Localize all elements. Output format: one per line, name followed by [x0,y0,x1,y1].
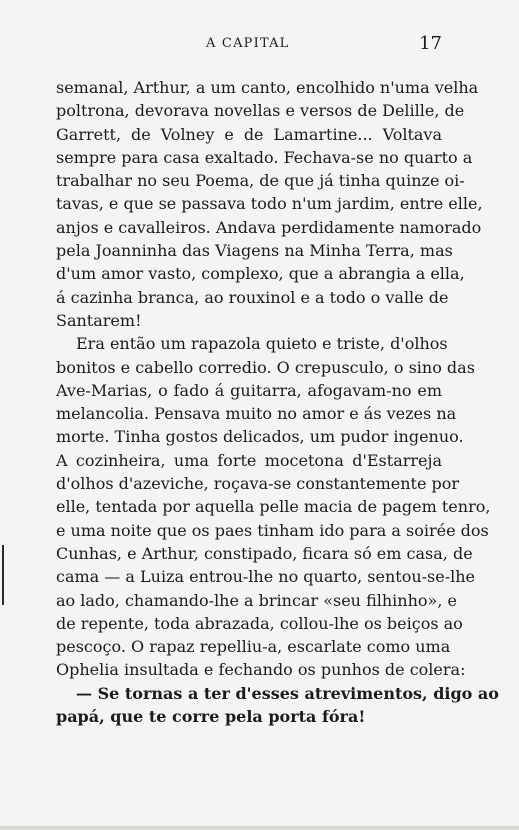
text-line: cama — a Luiza entrou-lhe no quarto, sentou-se-lhe [56,567,476,587]
text-line: pela Joanninha das Viagens na Minha Terra, mas [56,241,453,261]
body-text [56,76,499,728]
text-line: d'um amor vasto, complexo, que a abrangia a ella, [56,264,465,284]
margin-mark [2,545,4,605]
text-line: de repente, toda abrazada, collou-lhe os beiços ao [56,613,463,633]
text-line: anjos e cavalleiros. Andava perdidamente namorado [56,217,482,237]
text-line: d'olhos d'azeviche, roçava-se constantemente por [56,474,460,494]
text-line: poltrona, devorava novellas e versos de Delille, de [56,101,465,121]
page-header [56,34,442,58]
text-line: Ave-Marias, o fado á guitarra, afogavam-no em [56,380,442,400]
text-line: Cunhas, e Arthur, constipado, ficara só em casa, de [56,543,473,563]
text-line: Ophelia insultada e fechando os punhos de colera: [56,660,466,680]
page-number: 17 [419,33,442,54]
paragraph [56,76,483,332]
text-line: — Se tornas a ter d'esses atrevimentos, digo ao [76,683,499,703]
text-line: papá, que te corre pela porta fóra! [56,707,366,727]
text-line: tavas, e que se passava todo n'um jardim, entre elle, [56,194,483,214]
page-edge-shadow [0,826,519,830]
text-line: elle, tentada por aquella pelle macia de pagem tenro, [56,497,491,517]
paragraph [56,332,491,681]
text-line: sempre para casa exaltado. Fechava-se no quarto a [56,147,473,167]
text-line: A cozinheira, uma forte mocetona d'Estarreja [56,450,442,470]
text-line: morte. Tinha gostos delicados, um pudor ingenuo. [56,427,464,447]
text-line: bonitos e cabello corredio. O crepusculo, o sino das [56,357,475,377]
text-line: trabalhar no seu Poema, de que já tinha quinze oi- [56,171,465,191]
text-line: Era então um rapazola quieto e triste, d'olhos [76,334,448,354]
text-line: e uma noite que os paes tinham ido para a soirée dos [56,520,489,540]
text-line: pescoço. O rapaz repelliu-a, escarlate como uma [56,637,451,657]
text-line: Santarem! [56,310,142,330]
paragraph [56,682,499,729]
running-title: A CAPITAL [206,36,290,51]
text-line: Garrett, de Volney e de Lamartine... Voltava [56,124,442,144]
text-line: semanal, Arthur, a um canto, encolhido n'uma velha [56,78,479,97]
text-line: melancolia. Pensava muito no amor e ás vezes na [56,404,457,424]
text-line: ao lado, chamando-lhe a brincar «seu filhinho», e [56,590,457,610]
text-line: á cazinha branca, ao rouxinol e a todo o valle de [56,287,449,307]
